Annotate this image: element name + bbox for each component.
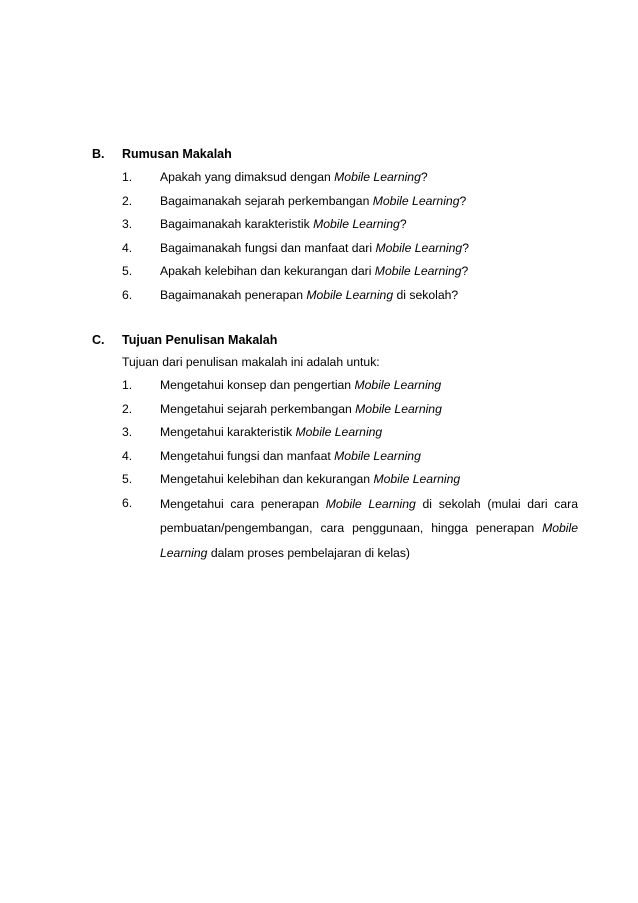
list-item	[122, 190, 578, 214]
list-item	[122, 468, 578, 492]
item-text: Mengetahui cara penerapan Mobile Learning di sekolah (mulai dari cara pembuatan/pengembangan, cara penggunaan, hingga penerapan Mobile Learning dalam proses pembelajaran di kelas)	[160, 496, 579, 560]
list-item	[122, 237, 578, 261]
item-number: 2.	[122, 401, 133, 416]
list-item	[122, 260, 578, 284]
item-text: Mengetahui konsep dan pengertian Mobile Learning	[160, 378, 442, 392]
item-text: Mengetahui kelebihan dan kekurangan Mobile Learning	[160, 472, 461, 487]
section-intro: Tujuan dari penulisan makalah ini adalah untuk:	[122, 355, 380, 369]
list-item	[122, 445, 578, 469]
list-item	[122, 421, 578, 445]
item-text: Bagaimanakah karakteristik Mobile Learning?	[160, 217, 407, 232]
item-text: Mengetahui sejarah perkembangan Mobile Learning	[160, 401, 442, 416]
section-title: Rumusan Makalah	[122, 147, 232, 161]
list-item	[122, 374, 578, 398]
list-item	[122, 213, 578, 237]
item-text: Apakah kelebihan dan kekurangan dari Mobile Learning?	[160, 264, 469, 279]
item-number: 5.	[122, 472, 133, 487]
list-item	[122, 284, 578, 308]
item-text: Bagaimanakah penerapan Mobile Learning di sekolah?	[160, 287, 459, 302]
item-number: 2.	[122, 193, 133, 208]
section-title: Tujuan Penulisan Makalah	[122, 333, 278, 347]
list-item	[122, 398, 578, 422]
item-number: 3.	[122, 425, 133, 440]
item-text: Apakah yang dimaksud dengan Mobile Learning?	[160, 170, 428, 184]
section-rumusan-makalah	[92, 145, 578, 308]
section-tujuan-penulisan	[92, 331, 578, 565]
item-text: Bagaimanakah fungsi dan manfaat dari Mobile Learning?	[160, 240, 469, 255]
item-number: 3.	[122, 217, 133, 232]
item-text: Mengetahui fungsi dan manfaat Mobile Learning	[160, 448, 421, 463]
item-number: 4.	[122, 240, 133, 255]
list-item	[122, 166, 578, 190]
item-number: 1.	[122, 170, 133, 184]
section-letter: C.	[92, 333, 105, 347]
item-number: 5.	[122, 264, 133, 279]
item-number: 1.	[122, 378, 133, 392]
item-number: 4.	[122, 448, 133, 463]
section-letter: B.	[92, 147, 105, 161]
section-heading	[92, 331, 578, 349]
item-text: Bagaimanakah sejarah perkembangan Mobile Learning?	[160, 193, 467, 208]
item-number: 6.	[122, 495, 133, 510]
section-heading	[92, 145, 578, 163]
objective-list	[92, 374, 578, 565]
item-text: Mengetahui karakteristik Mobile Learning	[160, 425, 383, 440]
question-list	[92, 166, 578, 308]
list-item	[122, 492, 578, 566]
item-number: 6.	[122, 287, 133, 302]
